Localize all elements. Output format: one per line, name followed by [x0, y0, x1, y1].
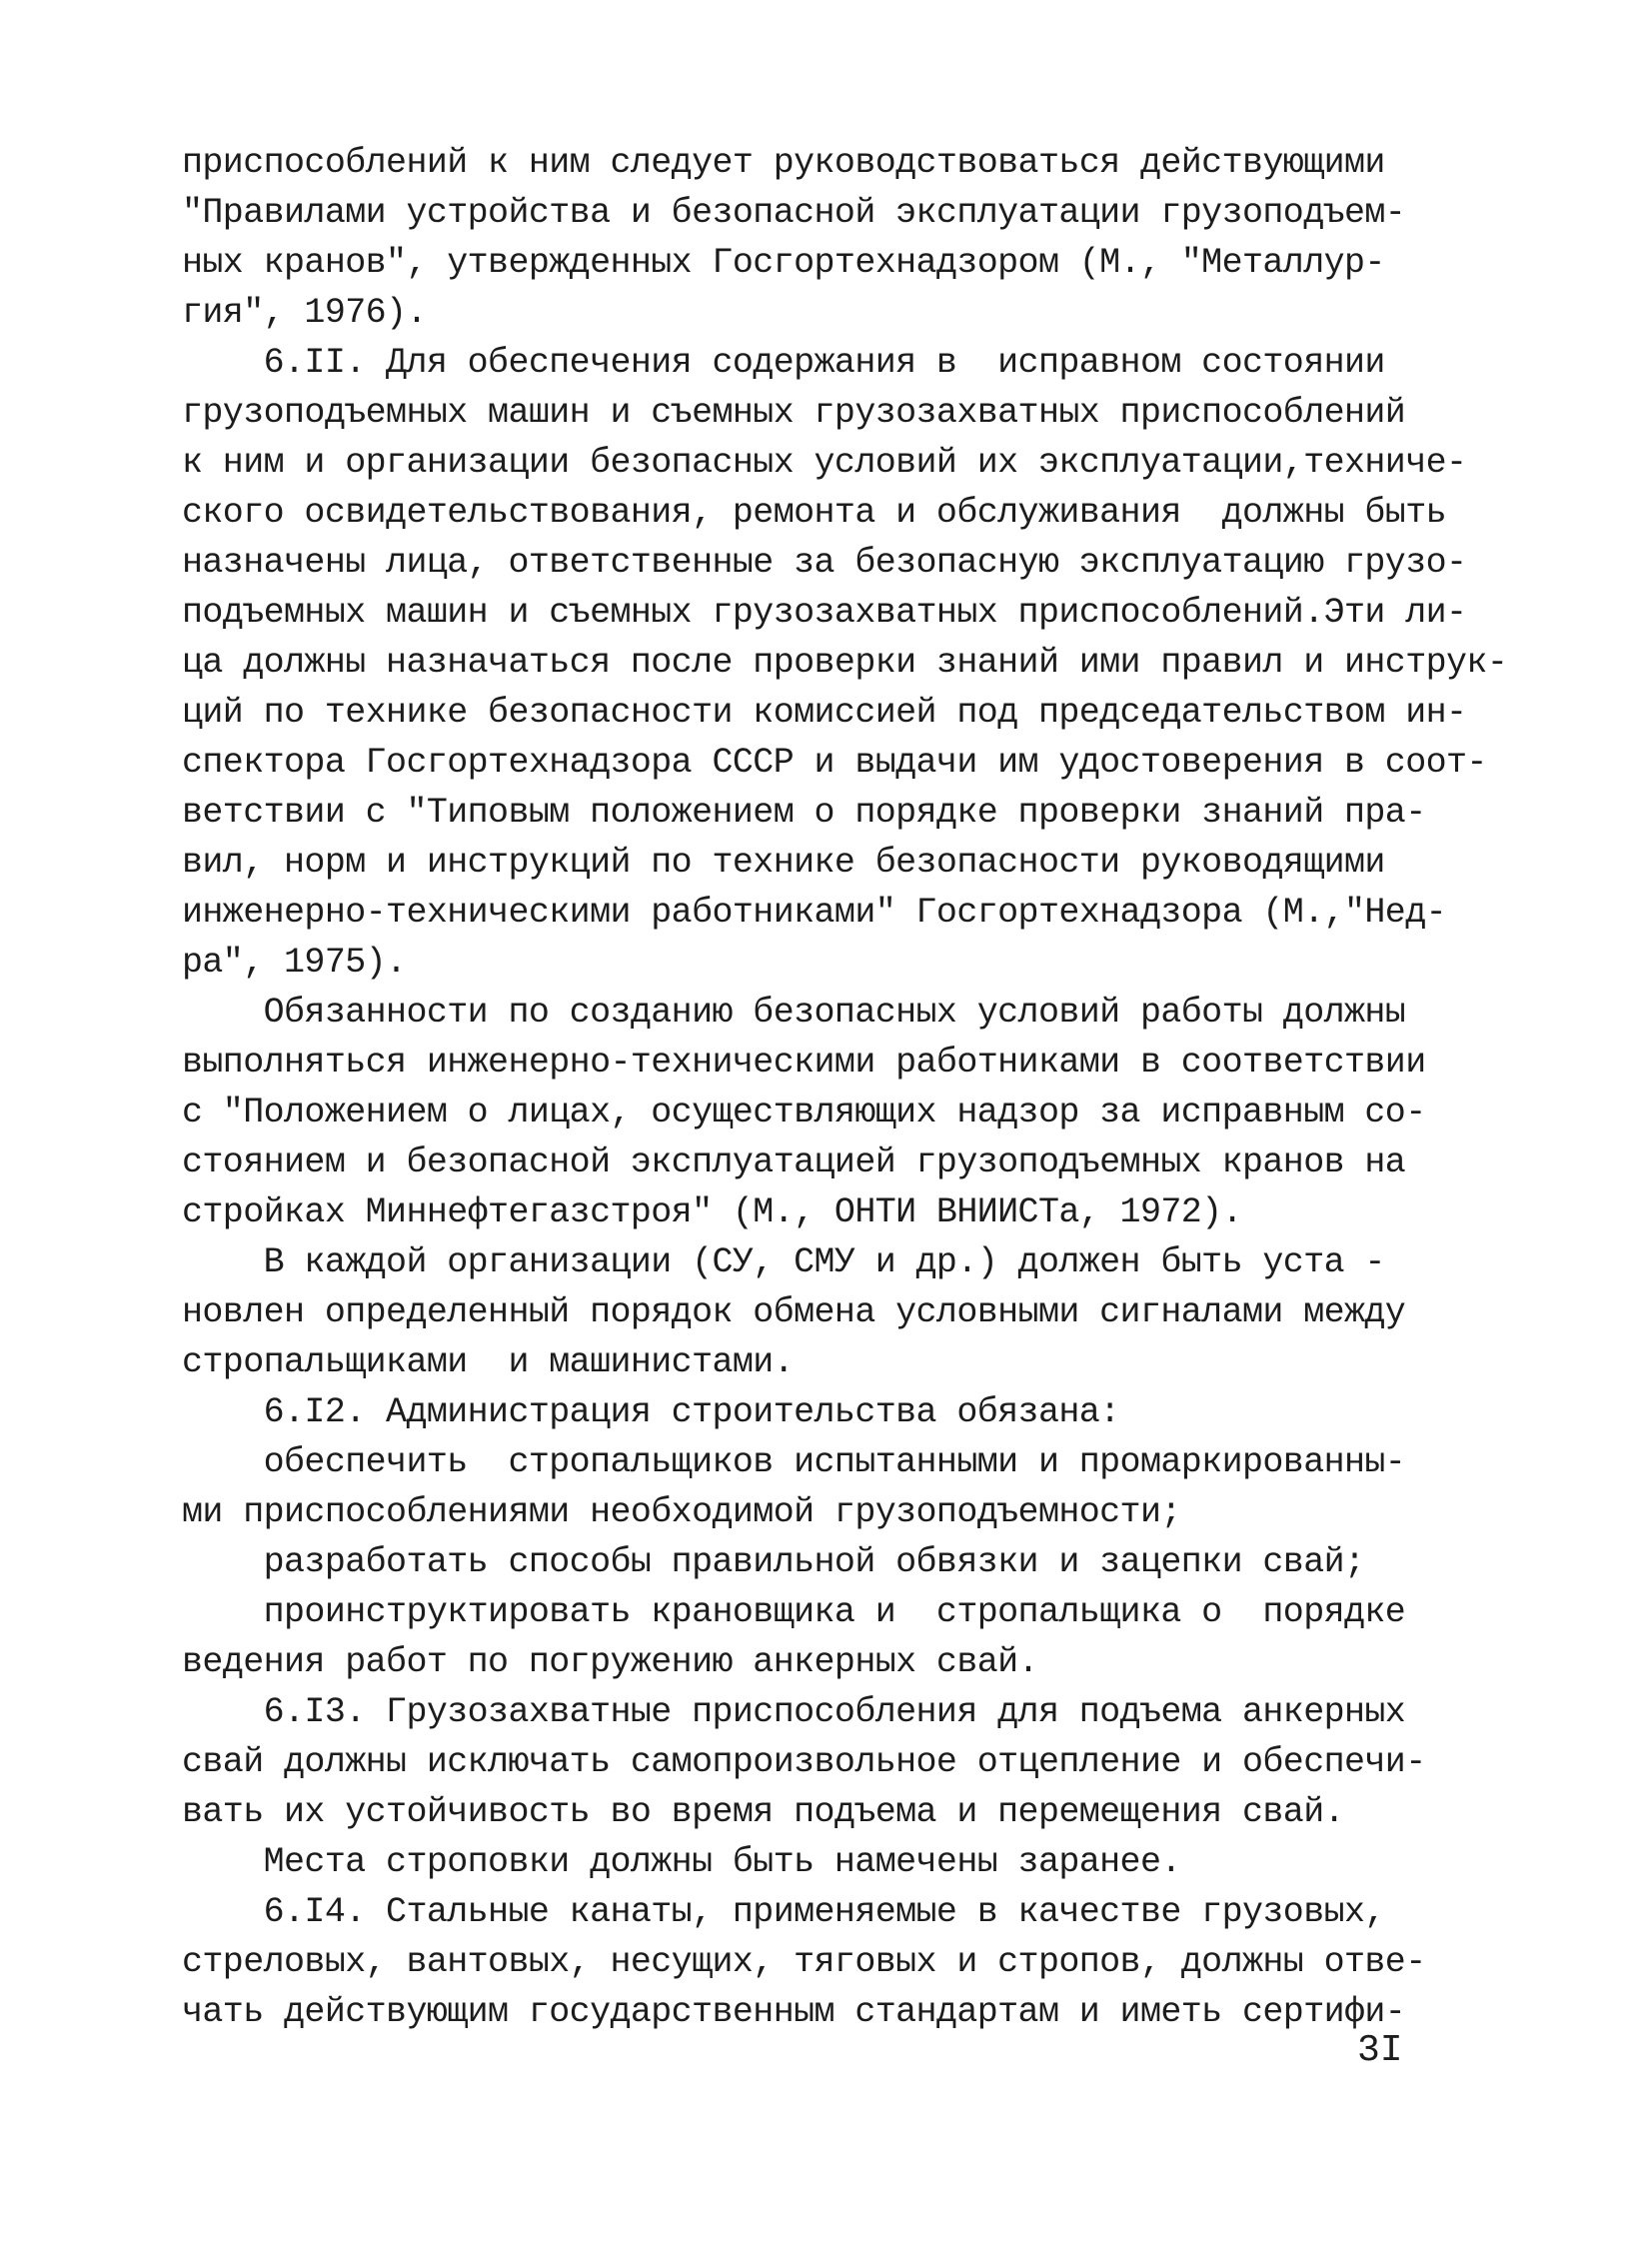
- text-line: чать действующим государственным стандартам и иметь сертифи-: [182, 1992, 1406, 2032]
- body-text: [182, 138, 1508, 2037]
- text-line: ского освидетельствования, ремонта и обслуживания должны быть: [182, 493, 1447, 533]
- text-line: ми приспособлениями необходимой грузоподъемности;: [182, 1492, 1181, 1532]
- text-line: с "Положением о лицах, осуществляющих надзор за исправным со-: [182, 1093, 1426, 1132]
- text-line: приспособлений к ним следует руководствоваться действующими: [182, 143, 1385, 183]
- text-line: стреловых, вантовых, несущих, тяговых и стропов, должны отве-: [182, 1942, 1426, 1982]
- text-line: 6.I2. Администрация строительства обязана:: [182, 1392, 1120, 1432]
- text-line: вать их устойчивость во время подъема и перемещения свай.: [182, 1792, 1344, 1832]
- text-line: назначены лица, ответственные за безопасную эксплуатацию грузо-: [182, 543, 1467, 583]
- text-line: Места строповки должны быть намечены заранее.: [182, 1842, 1181, 1882]
- text-line: 6.I4. Стальные канаты, применяемые в качестве грузовых,: [182, 1892, 1385, 1932]
- text-line: грузоподъемных машин и съемных грузозахватных приспособлений: [182, 393, 1406, 433]
- text-line: ра", 1975).: [182, 943, 407, 983]
- text-line: стройках Миннефтегазстроя" (М., ОНТИ ВНИИСТа, 1972).: [182, 1192, 1242, 1232]
- text-line: спектора Госгортехнадзора СССР и выдачи им удостоверения в соот-: [182, 743, 1487, 783]
- text-line: вил, норм и инструкций по технике безопасности руководящими: [182, 843, 1385, 883]
- text-line: ведения работ по погружению анкерных свай.: [182, 1642, 1038, 1682]
- text-line: обеспечить стропальщиков испытанными и промаркированны-: [182, 1442, 1406, 1482]
- text-line: к ним и организации безопасных условий их эксплуатации,техниче-: [182, 443, 1467, 483]
- text-line: свай должны исключать самопроизвольное отцепление и обеспечи-: [182, 1742, 1426, 1782]
- text-line: проинструктировать крановщика и стропальщика о порядке: [182, 1592, 1406, 1632]
- text-line: инженерно-техническими работниками" Госгортехнадзора (М.,"Нед-: [182, 893, 1447, 933]
- text-line: 6.II. Для обеспечения содержания в исправном состоянии: [182, 343, 1385, 383]
- text-line: новлен определенный порядок обмена условными сигналами между: [182, 1292, 1406, 1332]
- text-line: стоянием и безопасной эксплуатацией грузоподъемных кранов на: [182, 1142, 1406, 1182]
- text-line: ций по технике безопасности комиссией под председательством ин-: [182, 693, 1467, 733]
- text-line: В каждой организации (СУ, СМУ и др.) должен быть уста -: [182, 1242, 1385, 1282]
- text-line: Обязанности по созданию безопасных условий работы должны: [182, 993, 1406, 1033]
- text-line: ца должны назначаться после проверки знаний ими правил и инструк-: [182, 643, 1508, 683]
- text-line: стропальщиками и машинистами.: [182, 1342, 795, 1382]
- text-line: ных кранов", утвержденных Госгортехнадзором (М., "Металлур-: [182, 243, 1385, 283]
- text-line: 6.I3. Грузозахватные приспособления для подъема анкерных: [182, 1692, 1406, 1732]
- text-line: "Правилами устройства и безопасной эксплуатации грузоподъем-: [182, 193, 1406, 233]
- text-line: разработать способы правильной обвязки и зацепки свай;: [182, 1542, 1365, 1582]
- page-number: 3I: [1357, 2029, 1403, 2072]
- text-line: ветствии с "Типовым положением о порядке проверки знаний пра-: [182, 793, 1426, 833]
- text-line: выполняться инженерно-техническими работниками в соответствии: [182, 1043, 1426, 1083]
- text-line: гия", 1976).: [182, 293, 427, 333]
- text-line: подъемных машин и съемных грузозахватных приспособлений.Эти ли-: [182, 593, 1467, 633]
